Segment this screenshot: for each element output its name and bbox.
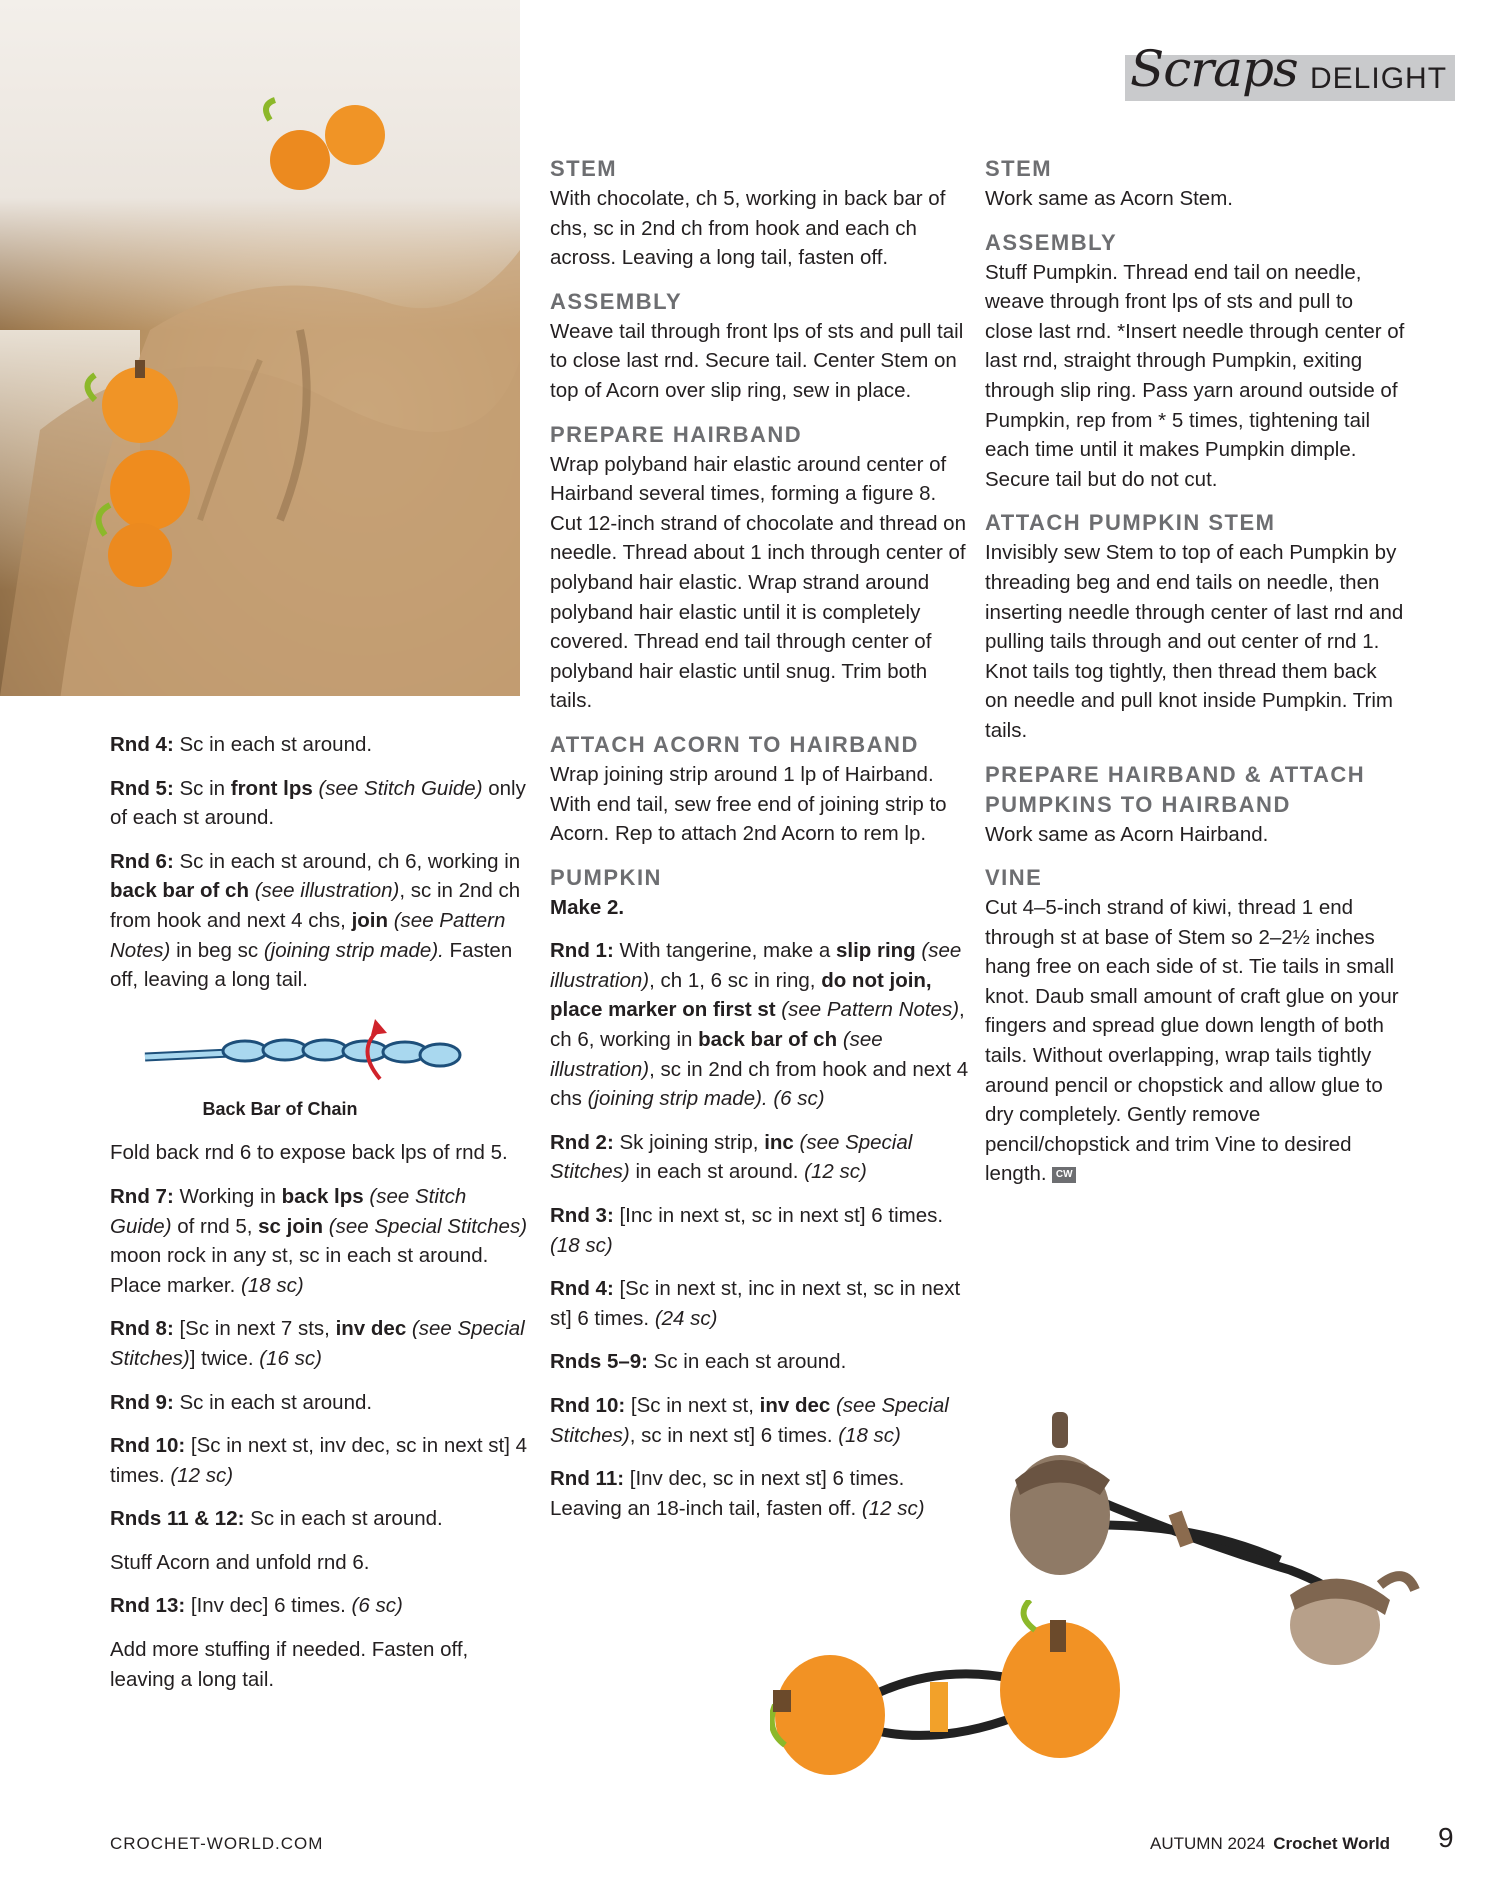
fold-instruction: Fold back rnd 6 to expose back lps of rnd 5. bbox=[110, 1141, 508, 1165]
pumpkin-stem-heading: STEM bbox=[985, 156, 1053, 181]
pumpkin-assembly-heading: ASSEMBLY bbox=[985, 229, 1118, 255]
attach-pumpkin-stem-heading: ATTACH PUMPKIN STEM bbox=[985, 510, 1276, 536]
acorn-rnd-10: Rnd 10: [Sc in next st, inv dec, sc in next st] 4 times. (12 sc) bbox=[110, 1434, 528, 1487]
pumpkin-rnd-4: Rnd 4: [Sc in next st, inc in next st, sc in next st] 6 times. (24 sc) bbox=[550, 1277, 961, 1330]
acorn-rnd-9: Rnd 9: Sc in each st around. bbox=[110, 1390, 373, 1414]
attach-acorn-text: Wrap joining strip around 1 lp of Hairband. With end tail, sew free end of joining strip to Acorn. Rep to attach 2nd Acorn to rem lp. bbox=[550, 762, 947, 846]
vine-heading: VINE bbox=[985, 865, 1043, 891]
prepare-pumpkin-hairband-text: Work same as Acorn Hairband. bbox=[985, 822, 1269, 846]
pumpkin-stem-text: Work same as Acorn Stem. bbox=[985, 187, 1233, 210]
pumpkin-rnd-11: Rnd 11: [Inv dec, sc in next st] 6 times. Leaving an 18-inch tail, fasten off. (12 sc) bbox=[550, 1467, 925, 1520]
pumpkin-make: Make 2. bbox=[550, 895, 625, 919]
acorn-rnd-4: Rnd 4: Sc in each st around. bbox=[110, 733, 373, 756]
acorn-rnd-8: Rnd 8: [Sc in next 7 sts, inv dec (see Special Stitches)] twice. (16 sc) bbox=[110, 1317, 525, 1370]
column-2 bbox=[550, 154, 970, 1537]
acorn-rnd-5: Rnd 5: Sc in front lps (see Stitch Guide) only of each st around. bbox=[110, 776, 526, 830]
acorn-rnds-11-12: Rnds 11 & 12: Sc in each st around. bbox=[110, 1507, 443, 1531]
acorn-rnd-7: Rnd 7: Working in back lps (see Stitch Guide) of rnd 5, sc join (see Special Stitches) moon rock in any st, sc in each st around. Place marker. (18 sc) bbox=[110, 1184, 528, 1297]
footer-website: CROCHET-WORLD.COM bbox=[110, 1834, 324, 1853]
prepare-hairband-heading: PREPARE HAIRBAND bbox=[550, 421, 803, 447]
pumpkin-rnd-10: Rnd 10: [Sc in next st, inv dec (see Special Stitches), sc in next st] 6 times. (18 sc) bbox=[550, 1394, 949, 1447]
pumpkin-rnd-2: Rnd 2: Sk joining strip, inc (see Special Stitches) in each st around. (12 sc) bbox=[550, 1130, 913, 1184]
illustration-caption: Back Bar of Chain bbox=[202, 1098, 358, 1119]
stem-heading: STEM bbox=[550, 156, 618, 181]
header-title-delight: DELIGHT bbox=[1310, 62, 1448, 95]
pumpkin-assembly-text: Stuff Pumpkin. Thread end tail on needle, weave through front lps of sts and pull to close last rnd. *Insert needle through center of last rnd, straight through Pumpkin, exiting through slip ring. Pass yarn around outside of Pumpkin, rep from * 5 times, tightening tail each time until it makes Pumpkin dimple. Secure tail but do not cut. bbox=[985, 260, 1405, 491]
pumpkin-heading: PUMPKIN bbox=[550, 864, 662, 890]
acorn-rnd-13: Rnd 13: [Inv dec] 6 times. (6 sc) bbox=[110, 1594, 403, 1618]
cw-end-badge: CW bbox=[1052, 1167, 1076, 1183]
column-1 bbox=[110, 730, 530, 1708]
hair-photo bbox=[0, 0, 520, 696]
column-3 bbox=[985, 154, 1405, 1203]
header-script-title: Scraps bbox=[1130, 40, 1298, 98]
footer-issue: AUTUMN 2024 Crochet World bbox=[1150, 1834, 1391, 1853]
hair-photo-art bbox=[0, 0, 520, 696]
stem-text: With chocolate, ch 5, working in back bar of chs, sc in 2nd ch from hook and each ch across. Leaving a long tail, fasten off. bbox=[550, 187, 946, 270]
attach-acorn-heading: ATTACH ACORN TO HAIRBAND bbox=[550, 731, 919, 757]
pumpkin-rnd-3: Rnd 3: [Inc in next st, sc in next st] 6 times. (18 sc) bbox=[550, 1204, 944, 1257]
page-number: 9 bbox=[1438, 1822, 1454, 1853]
prepare-pumpkin-hairband-heading: PREPARE HAIRBAND & ATTACH PUMPKINS TO HAIRBAND bbox=[985, 761, 1366, 817]
assembly-heading: ASSEMBLY bbox=[550, 288, 683, 314]
pumpkin-rnd-1: Rnd 1: With tangerine, make a slip ring (see illustration), ch 1, 6 sc in ring, do not join, place marker on first st (see Pattern Notes), ch 6, working in back bar of ch (see illustration), sc in 2nd ch from hook and next 4 chs (joining strip made). (6 sc) bbox=[550, 939, 969, 1111]
assembly-text: Weave tail through front lps of sts and pull tail to close last rnd. Secure tail. Center Stem on top of Acorn over slip ring, sew in place. bbox=[550, 319, 964, 402]
acorn-rnd-6: Rnd 6: Sc in each st around, ch 6, working in back bar of ch (see illustration), sc in 2nd ch from hook and next 4 chs, join (see Pattern Notes) in beg sc (joining strip made). Fasten off, leaving a long tail. bbox=[110, 849, 521, 992]
pumpkin-hairband-photo bbox=[770, 1600, 1150, 1790]
add-stuffing: Add more stuffing if needed. Fasten off, leaving a long tail. bbox=[110, 1638, 469, 1691]
stuff-acorn: Stuff Acorn and unfold rnd 6. bbox=[110, 1550, 370, 1574]
vine-text: Cut 4–5-inch strand of kiwi, thread 1 end through st at base of Stem so 2–2½ inches hang free on each side of st. Tie tails in small knot. Daub small amount of craft glue on your fingers and spread glue down length of both tails. Without overlapping, wrap tails tightly around pencil or chopstick and allow glue to dry completely. Gently remove pencil/chopstick and trim Vine to desired length. CW bbox=[985, 896, 1399, 1186]
prepare-hairband-text: Wrap polyband hair elastic around center of Hairband several times, forming a figure 8. Cut 12-inch strand of chocolate and thread on needle. Thread about 1 inch through center of polyband hair elastic. Wrap strand around polyband hair elastic until it is completely covered. Thread end tail through center of polyband hair elastic until snug. Trim both tails. bbox=[550, 452, 966, 713]
attach-pumpkin-stem-text: Invisibly sew Stem to top of each Pumpkin by threading beg and end tails on needle, then inserting needle through center of last rnd and pulling tails through and out center of rnd 1. Knot tails tog tightly, then thread them back on needle and pull knot inside Pumpkin. Trim tails. bbox=[985, 541, 1404, 742]
pumpkin-rnds-5-9: Rnds 5–9: Sc in each st around. bbox=[550, 1350, 847, 1374]
back-bar-of-chain-illustration bbox=[135, 1009, 475, 1089]
